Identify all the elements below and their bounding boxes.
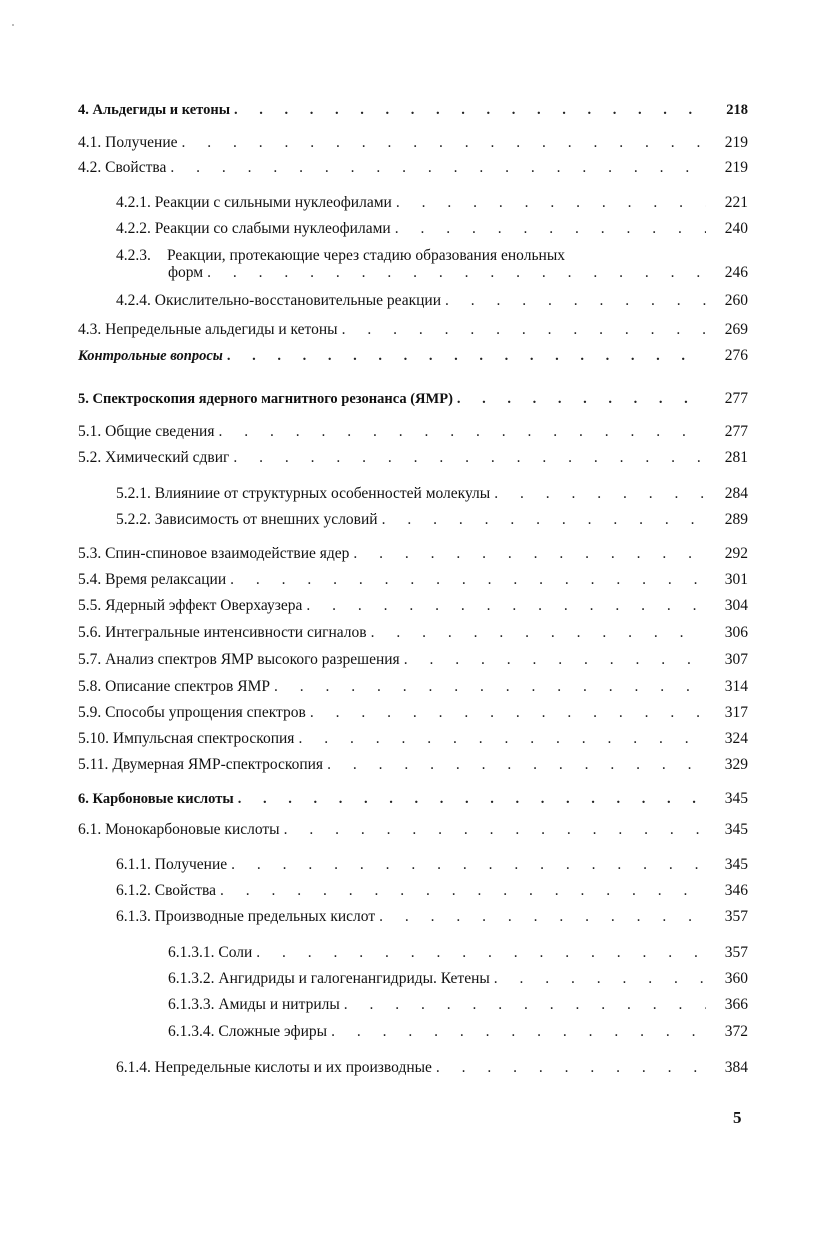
toc-entry-5-4[interactable]: 5.4. Время релаксации . . . 301 <box>78 570 748 590</box>
leader-dots <box>216 881 706 901</box>
page-ref: 366 <box>724 996 748 1013</box>
page-ref: 246 <box>724 264 748 281</box>
toc-entry-4-2-2[interactable]: 4.2.2. Реакции со слабыми нуклеофилами . . . 240 <box>78 219 748 239</box>
leader-dots <box>338 320 706 340</box>
leader-dots <box>367 623 706 643</box>
page-ref: 292 <box>724 545 748 562</box>
page-ref: 357 <box>724 908 748 925</box>
leader-dots <box>270 677 706 697</box>
toc-entry-5-1[interactable]: 5.1. Общие сведения . . . 277 <box>78 422 748 442</box>
leader-dots <box>349 544 706 564</box>
toc-entry-6-1-3[interactable]: 6.1.3. Производные предельных кислот . . . 357 <box>78 907 748 927</box>
leader-dots <box>227 855 706 875</box>
toc-entry-5-9[interactable]: 5.9. Способы упрощения спектров . . . 317 <box>78 703 748 723</box>
page-ref: 324 <box>724 730 748 747</box>
toc-entry-6-1-4[interactable]: 6.1.4. Непредельные кислоты и их производные . . . 384 <box>78 1058 748 1078</box>
toc-entry-5-2[interactable]: 5.2. Химический сдвиг . . . 281 <box>78 448 748 468</box>
page-ref: 277 <box>724 423 748 440</box>
page-ref: 345 <box>724 790 748 807</box>
leader-dots <box>378 510 706 530</box>
leader-dots <box>490 969 706 989</box>
toc-entry-5-6[interactable]: 5.6. Интегральные интенсивности сигналов . . . 306 <box>78 623 748 643</box>
page-ref: 317 <box>724 704 748 721</box>
page-ref: 284 <box>724 485 748 502</box>
page-ref: 276 <box>724 347 748 364</box>
toc-entry-5-10[interactable]: 5.10. Импульсная спектроскопия . . . 324 <box>78 729 748 749</box>
toc-entry-5-8[interactable]: 5.8. Описание спектров ЯМР . . . 314 <box>78 677 748 697</box>
leader-dots <box>400 650 706 670</box>
toc-entry-6[interactable]: 6. Карбоновые кислоты . . . 345 <box>78 789 748 809</box>
leader-dots <box>432 1058 706 1078</box>
page-ref: 221 <box>724 194 748 211</box>
page-number: 5 <box>733 1108 742 1127</box>
leader-dots <box>327 1022 706 1042</box>
scan-speck <box>12 24 14 26</box>
toc-entry-5-11[interactable]: 5.11. Двумерная ЯМР-спектроскопия . . . 329 <box>78 755 748 775</box>
page-ref: 281 <box>724 449 748 466</box>
toc-entry-4-2-3-cont[interactable]: форм . . . 246 <box>78 263 748 283</box>
leader-dots <box>340 995 706 1015</box>
page-ref: 219 <box>724 159 748 176</box>
page-ref: 260 <box>724 292 748 309</box>
toc-entry-4-3[interactable]: 4.3. Непредельные альдегиды и кетоны . . . 269 <box>78 320 748 340</box>
page-ref: 306 <box>724 624 748 641</box>
page-ref: 301 <box>724 571 748 588</box>
leader-dots <box>441 291 706 311</box>
page-ref: 218 <box>726 102 748 118</box>
page-ref: 384 <box>724 1059 748 1076</box>
toc-entry-5-3[interactable]: 5.3. Спин-спиновое взаимодействие ядер . . . 292 <box>78 544 748 564</box>
toc-entry-5-2-1[interactable]: 5.2.1. Влияниие от структурных особенностей молекулы . . . 284 <box>78 484 748 504</box>
leader-dots <box>178 133 707 153</box>
toc-entry-6-1-3-1[interactable]: 6.1.3.1. Соли . . . 357 <box>78 943 748 963</box>
toc-entry-control-questions[interactable]: Контрольные вопросы . . . 276 <box>78 346 748 366</box>
leader-dots <box>214 422 706 442</box>
toc-entry-5[interactable]: 5. Спектроскопия ядерного магнитного резонанса (ЯМР) . . . 277 <box>78 389 748 409</box>
leader-dots <box>229 448 706 468</box>
page-ref: 345 <box>724 856 748 873</box>
page-ref: 346 <box>724 882 748 899</box>
leader-dots <box>302 596 706 616</box>
toc-entry-6-1-2[interactable]: 6.1.2. Свойства . . . 346 <box>78 881 748 901</box>
leader-dots <box>375 907 706 927</box>
page-ref: 289 <box>724 511 748 528</box>
page-ref: 240 <box>724 220 748 237</box>
toc-entry-5-2-2[interactable]: 5.2.2. Зависимость от внешних условий . . . 289 <box>78 510 748 530</box>
leader-dots <box>166 158 706 178</box>
leader-dots <box>230 100 706 120</box>
leader-dots <box>323 755 706 775</box>
page-ref: 372 <box>724 1023 748 1040</box>
page-ref: 307 <box>724 651 748 668</box>
page-ref: 277 <box>724 390 748 407</box>
toc-entry-6-1-3-2[interactable]: 6.1.3.2. Ангидриды и галогенангидриды. Кетены . . . 360 <box>78 969 748 989</box>
leader-dots <box>294 729 706 749</box>
toc-entry-4-2-4[interactable]: 4.2.4. Окислительно-восстановительные реакции . . . 260 <box>78 291 748 311</box>
leader-dots <box>203 263 706 283</box>
leader-dots <box>306 703 706 723</box>
toc-entry-4[interactable]: 4. Альдегиды и кетоны . . . 218 <box>78 100 748 120</box>
toc-entry-6-1-1[interactable]: 6.1.1. Получение . . . 345 <box>78 855 748 875</box>
toc-entry-4-2[interactable]: 4.2. Свойства . . . 219 <box>78 158 748 178</box>
toc-entry-4-2-3[interactable]: 4.2.3. Реакции, протекающие через стадию образования енольных <box>116 247 565 264</box>
leader-dots <box>490 484 706 504</box>
leader-dots <box>226 570 706 590</box>
page-ref: 304 <box>724 597 748 614</box>
leader-dots <box>223 346 706 366</box>
page-ref: 219 <box>724 134 748 151</box>
page-ref: 360 <box>724 970 748 987</box>
leader-dots <box>391 219 706 239</box>
leader-dots <box>252 943 706 963</box>
toc-entry-5-7[interactable]: 5.7. Анализ спектров ЯМР высокого разрешения . . . 307 <box>78 650 748 670</box>
leader-dots <box>453 389 706 409</box>
toc-entry-5-5[interactable]: 5.5. Ядерный эффект Оверхаузера . . . 304 <box>78 596 748 616</box>
leader-dots <box>280 820 706 840</box>
toc-entry-4-2-1[interactable]: 4.2.1. Реакции с сильными нуклеофилами . . . 221 <box>78 193 748 213</box>
page-ref: 357 <box>724 944 748 961</box>
page-ref: 329 <box>724 756 748 773</box>
leader-dots <box>392 193 706 213</box>
toc-entry-6-1[interactable]: 6.1. Монокарбоновые кислоты . . . 345 <box>78 820 748 840</box>
leader-dots <box>234 789 706 809</box>
toc-entry-4-1[interactable]: 4.1. Получение . . . 219 <box>78 133 748 153</box>
page-ref: 269 <box>724 321 748 338</box>
page-ref: 314 <box>724 678 748 695</box>
page-ref: 345 <box>724 821 748 838</box>
toc-entry-6-1-3-4[interactable]: 6.1.3.4. Сложные эфиры . . . 372 <box>78 1022 748 1042</box>
toc-entry-6-1-3-3[interactable]: 6.1.3.3. Амиды и нитрилы . . . 366 <box>78 995 748 1015</box>
